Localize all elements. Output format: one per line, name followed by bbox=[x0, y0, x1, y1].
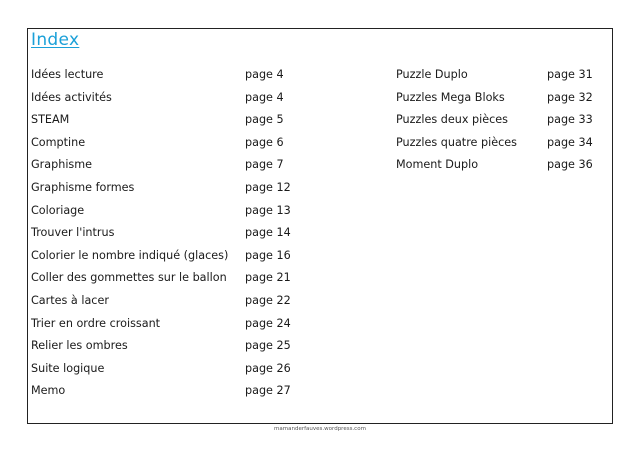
entry-label: Idées lecture bbox=[31, 68, 104, 81]
entry-label: Puzzles Mega Bloks bbox=[396, 90, 505, 104]
footer-url: mamanderfauves.wordpress.com bbox=[274, 426, 366, 432]
entry-page: page 12 bbox=[245, 180, 291, 194]
entry-page: page 5 bbox=[245, 113, 284, 127]
entry-label: Puzzles deux pièces bbox=[396, 113, 508, 127]
page-frame bbox=[27, 28, 613, 424]
entry-page: page 32 bbox=[547, 90, 593, 104]
entry-label: Puzzles quatre pièces bbox=[396, 135, 517, 149]
entry-label: Idées activités bbox=[31, 90, 112, 104]
entry-page: page 36 bbox=[547, 158, 593, 172]
entry-page: page 14 bbox=[245, 226, 291, 240]
entry-label: Coller des gommettes sur le ballon bbox=[31, 271, 227, 285]
entry-label: Suite logique bbox=[31, 361, 105, 375]
entry-label: Graphisme bbox=[31, 158, 93, 172]
entry-label: Colorier le nombre indiqué (glaces) bbox=[31, 248, 229, 262]
entry-label: Puzzle Duplo bbox=[396, 68, 468, 81]
entry-label: Coloriage bbox=[31, 203, 85, 217]
entry-page: page 26 bbox=[245, 361, 291, 375]
entry-page: page 34 bbox=[547, 135, 593, 149]
index-title: Index bbox=[31, 30, 80, 50]
entry-page: page 13 bbox=[245, 203, 291, 217]
entry-label: STEAM bbox=[31, 113, 70, 127]
entry-page: page 4 bbox=[245, 68, 284, 81]
entry-label: Memo bbox=[31, 384, 66, 398]
entry-page: page 21 bbox=[245, 271, 291, 285]
entry-page: page 6 bbox=[245, 135, 284, 149]
entry-page: page 16 bbox=[245, 248, 291, 262]
entry-page: page 27 bbox=[245, 384, 291, 398]
entry-label: Trier en ordre croissant bbox=[31, 316, 161, 330]
entry-page: page 31 bbox=[547, 68, 593, 81]
entry-page: page 4 bbox=[245, 90, 284, 104]
entry-page: page 25 bbox=[245, 339, 291, 353]
entry-label: Graphisme formes bbox=[31, 180, 135, 194]
entry-page: page 33 bbox=[547, 113, 593, 127]
entry-label: Moment Duplo bbox=[396, 158, 479, 172]
entry-label: Cartes à lacer bbox=[31, 293, 109, 307]
entry-page: page 24 bbox=[245, 316, 291, 330]
entry-label: Trouver l'intrus bbox=[31, 226, 115, 240]
entry-page: page 22 bbox=[245, 293, 291, 307]
entry-label: Comptine bbox=[31, 135, 86, 149]
entry-page: page 7 bbox=[245, 158, 284, 172]
entry-label: Relier les ombres bbox=[31, 339, 128, 353]
